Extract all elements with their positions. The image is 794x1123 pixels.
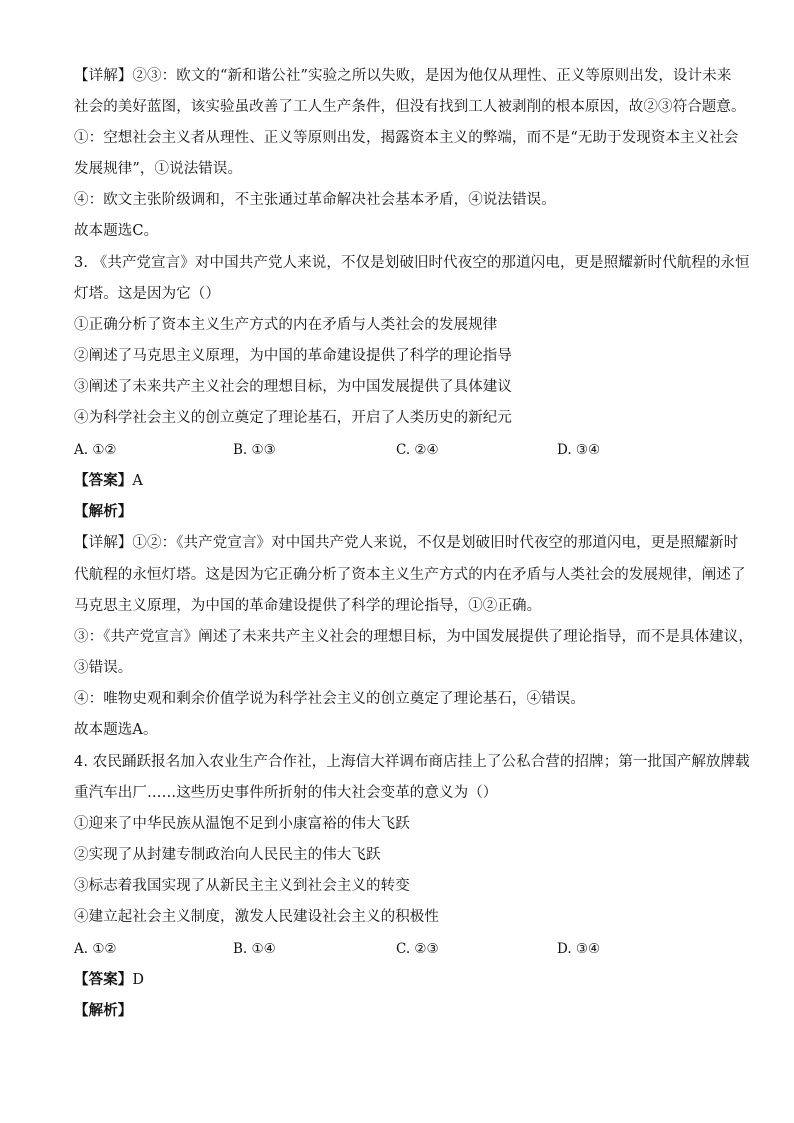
question-3-stem-2: 灯塔。这是因为它（） — [74, 286, 220, 302]
question-3-option-b: B. ①③ — [233, 442, 276, 458]
answer-value: A — [132, 473, 143, 489]
question-3-detail-6: ④：唯物史观和剩余价值学说为科学社会主义的创立奠定了理论基石，④错误。 — [74, 691, 585, 707]
question-3-statement-2: ②阐述了马克思主义原理，为中国的革命建设提供了科学的理论指导 — [74, 348, 512, 364]
question-4-statement-2: ②实现了从封建专制政治向人民民主的伟大飞跃 — [74, 847, 381, 863]
question-3-option-d: D. ③④ — [557, 442, 601, 458]
question-4-stem-2: 重汽车出厂……这些历史事件所折射的伟大社会变革的意义为（） — [74, 785, 498, 801]
question-3-answer — [74, 471, 734, 491]
question-4-option-c: C. ②③ — [396, 941, 439, 957]
answer-tag: 【答案】 — [74, 971, 133, 988]
question-4-option-d: D. ③④ — [557, 941, 601, 957]
question-3-statement-4: ④为科学社会主义的创立奠定了理论基石，开启了人类历史的新纪元 — [74, 410, 512, 426]
question-3-stem-1: 3. 《共产党宣言》对中国共产党人来说，不仅是划破旧时代夜空的那道闪电，更是照耀新时代航程的永恒 — [74, 255, 750, 271]
question-4-option-b: B. ①④ — [233, 941, 276, 957]
question-4-statement-1: ①迎来了中华民族从温饱不足到小康富裕的伟大飞跃 — [74, 816, 410, 832]
question-3-detail-3: 马克思主义原理，为中国的革命建设提供了科学的理论指导，①②正确。 — [74, 598, 542, 614]
answer-tag: 【答案】 — [74, 472, 133, 489]
question-3-option-c: C. ②④ — [396, 442, 439, 458]
detail-line-2: 社会的美好蓝图，该实验虽改善了工人生产条件，但没有找到工人被剥削的根本原因，故②③符合题意。 — [74, 99, 746, 115]
detail-line-1: 【详解】②③：欧文的“新和谐公社”实验之所以失败，是因为他仅从理性、正义等原则出发，设计未来 — [74, 68, 732, 84]
question-3-detail-2: 代航程的永恒灯塔。这是因为它正确分析了资本主义生产方式的内在矛盾与人类社会的发展规律，阐述了 — [74, 567, 746, 583]
question-4-answer — [74, 970, 734, 990]
question-3-detail-4: ③：《共产党宣言》阐述了未来共产主义社会的理想目标，为中国发展提供了理论指导，而不是具体建议， — [74, 629, 753, 645]
conclusion-line: 故本题选C。 — [74, 223, 159, 239]
detail-line-4: 发展规律”，①说法错误。 — [74, 161, 243, 177]
answer-value: D — [132, 972, 145, 988]
question-4-stem-1: 4. 农民踊跃报名加入农业生产合作社，上海信大祥调布商店挂上了公私合营的招牌；第一批国产解放牌载 — [74, 754, 750, 770]
question-3-statement-3: ③阐述了未来共产主义社会的理想目标，为中国发展提供了具体建议 — [74, 379, 512, 395]
question-4-statement-3: ③标志着我国实现了从新民主主义到社会主义的转变 — [74, 878, 410, 894]
question-4-option-a: A. ①② — [74, 941, 117, 957]
question-4-analysis-tag: 【解析】 — [74, 1002, 133, 1019]
question-3-statement-1: ①正确分析了资本主义生产方式的内在矛盾与人类社会的发展规律 — [74, 317, 498, 333]
detail-line-3: ①：空想社会主义者从理性、正义等原则出发，揭露资本主义的弊端，而不是“无助于发现资本主义社会 — [74, 130, 739, 146]
question-3-detail-1: 【详解】①②：《共产党宣言》对中国共产党人来说，不仅是划破旧时代夜空的那道闪电，更是照耀新时 — [74, 535, 739, 551]
question-3-analysis-tag: 【解析】 — [74, 503, 133, 520]
question-4-statement-4: ④建立起社会主义制度，激发人民建设社会主义的积极性 — [74, 909, 439, 925]
question-3-option-a: A. ①② — [74, 442, 117, 458]
detail-line-5: ④：欧文主张阶级调和，不主张通过革命解决社会基本矛盾，④说法错误。 — [74, 192, 556, 208]
question-3-detail-5: ③错误。 — [74, 660, 133, 676]
question-3-conclusion: 故本题选A。 — [74, 722, 158, 738]
